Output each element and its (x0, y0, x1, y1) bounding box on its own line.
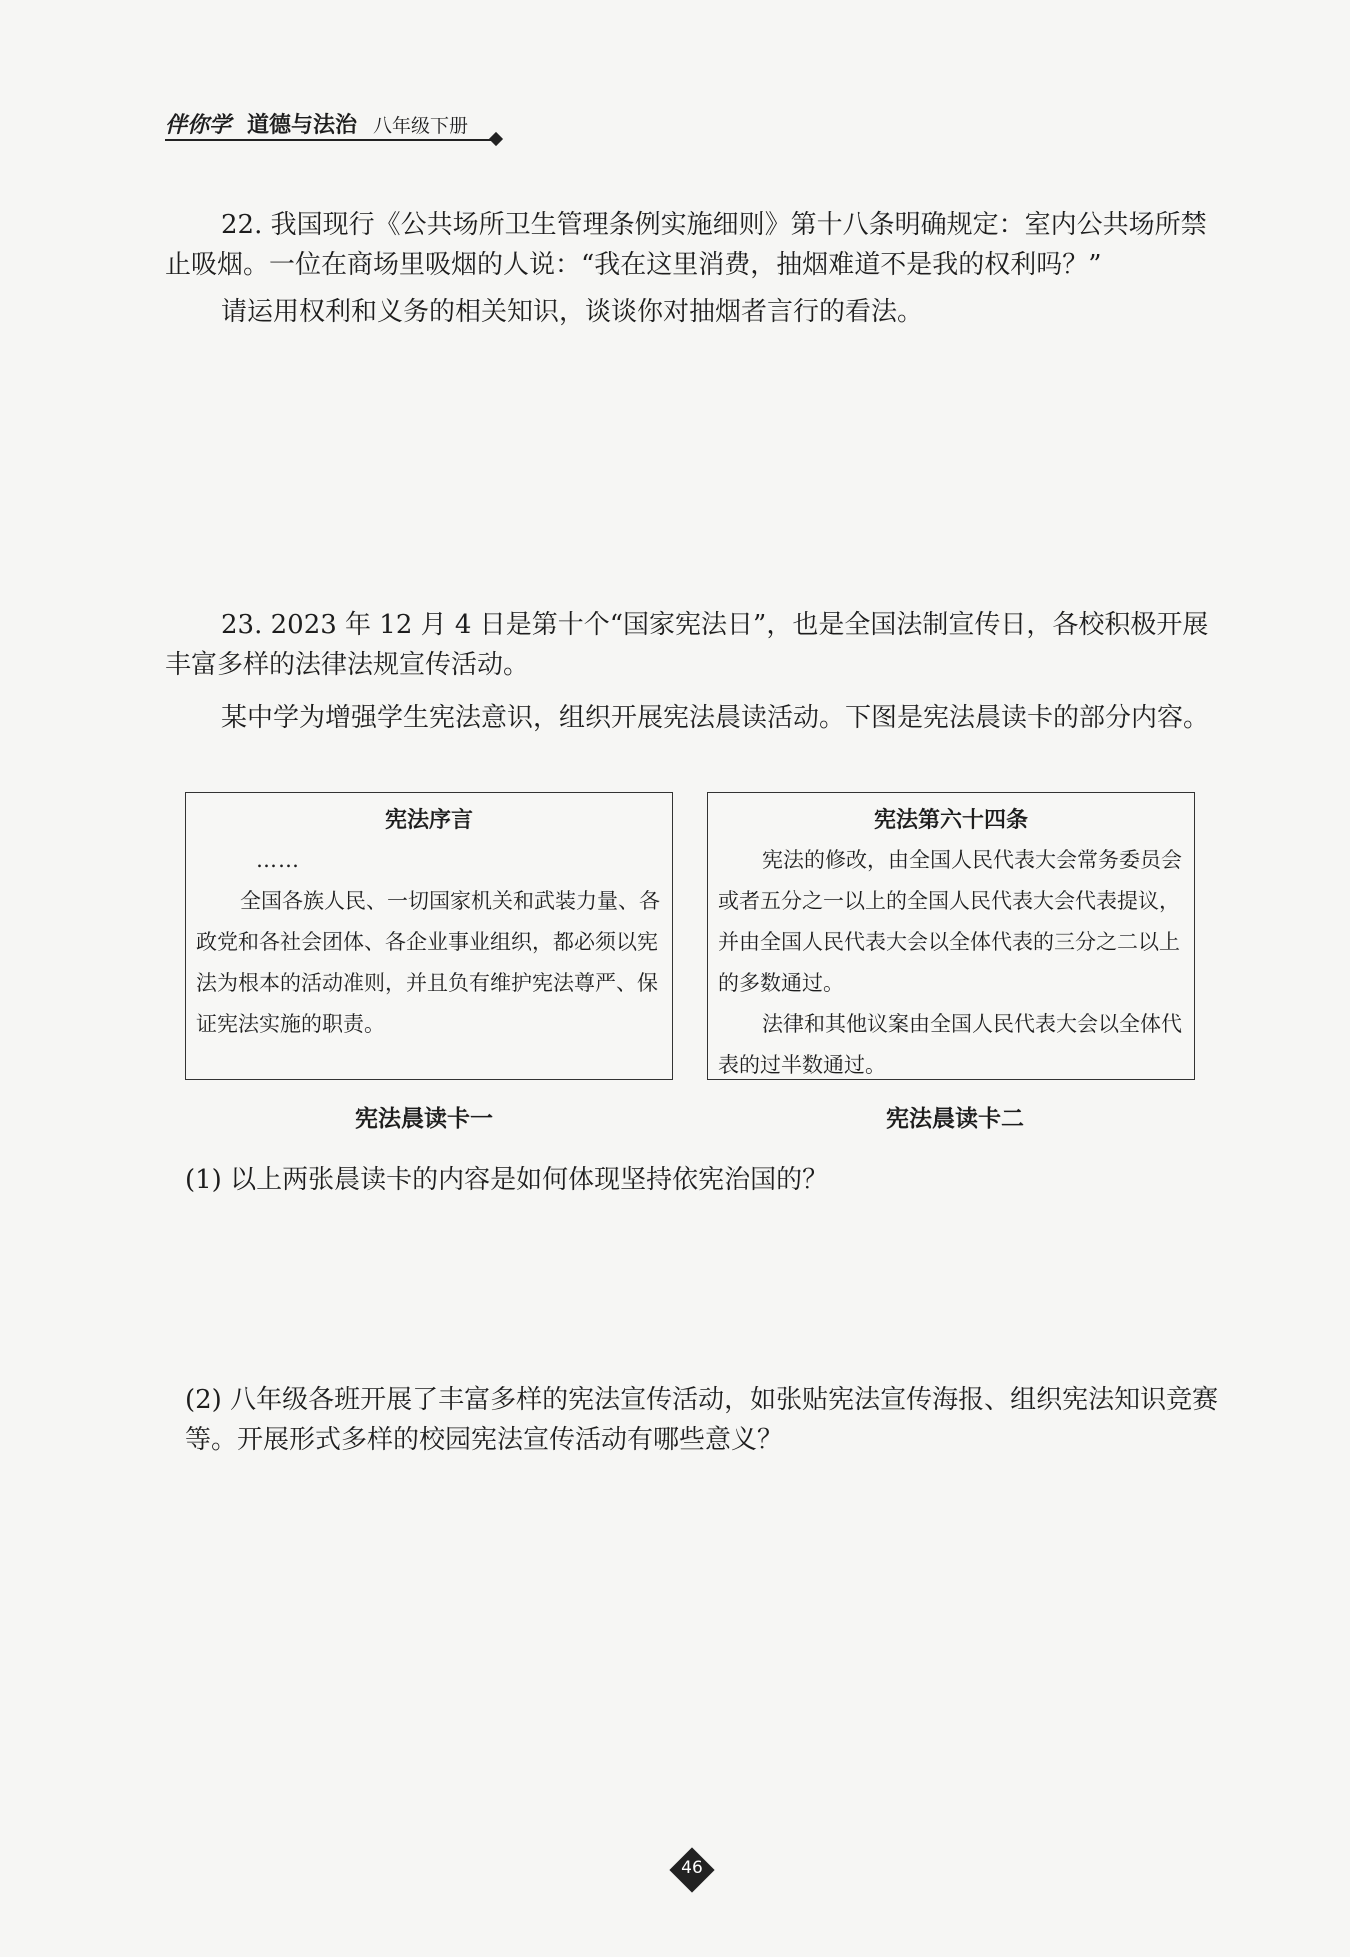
header-subject: 道德与法治 (247, 113, 358, 138)
reading-card-2 (707, 792, 1195, 1080)
question-23-intro-2: 某中学为增强学生宪法意识，组织开展宪法晨读活动。下图是宪法晨读卡的部分内容。 (221, 703, 1210, 733)
card-2-paragraph-2: 法律和其他议案由全国人民代表大会以全体代表的过半数通过。 (718, 1012, 1182, 1077)
page-number: 46 (681, 1858, 703, 1878)
question-23-intro: 23. 2023 年 12 月 4 日是第十个“国家宪法日”，也是全国法制宣传日，各校积极开展丰富多样的法律法规宣传活动。 (165, 610, 1209, 680)
card-1-ellipsis: …… (256, 848, 300, 872)
card-1-body (186, 840, 672, 1045)
card-1-title: 宪法序言 (384, 808, 473, 833)
header-grade: 八年级下册 (373, 115, 469, 137)
card-2-body (708, 840, 1194, 1086)
page-header (165, 108, 510, 142)
card-2-paragraph-1: 宪法的修改，由全国人民代表大会常务委员会或者五分之一以上的全国人民代表大会代表提议，并由全国人民代表大会以全体代表的三分之二以上的多数通过。 (718, 848, 1182, 995)
header-diamond-icon (489, 132, 503, 146)
header-text (165, 108, 468, 139)
header-brand: 伴你学 (165, 113, 232, 138)
reading-card-1 (185, 792, 673, 1080)
question-22-prompt: 请运用权利和义务的相关知识，谈谈你对抽烟者言行的看法。 (221, 297, 924, 327)
card-2-title: 宪法第六十四条 (873, 808, 1028, 833)
card-1-paragraph: 全国各族人民、一切国家机关和武装力量、各政党和各社会团体、各企业事业组织，都必须以宪法为根本的活动准则，并且负有维护宪法尊严、保证宪法实施的职责。 (196, 889, 660, 1036)
page-number-badge (670, 1848, 714, 1892)
sub-question-1: (1) 以上两张晨读卡的内容是如何体现坚持依宪治国的？ (185, 1165, 829, 1195)
sub-question-2: (2) 八年级各班开展了丰富多样的宪法宣传活动，如张贴宪法宣传海报、组织宪法知识竞赛等。开展形式多样的校园宪法宣传活动有哪些意义？ (185, 1385, 1219, 1455)
question-22-text: 22. 我国现行《公共场所卫生管理条例实施细则》第十八条明确规定：室内公共场所禁止吸烟。一位在商场里吸烟的人说：“我在这里消费，抽烟难道不是我的权利吗？” (165, 210, 1207, 280)
card-2-caption: 宪法晨读卡二 (886, 1106, 1024, 1132)
card-1-caption: 宪法晨读卡一 (355, 1106, 493, 1132)
header-rule (165, 139, 495, 141)
